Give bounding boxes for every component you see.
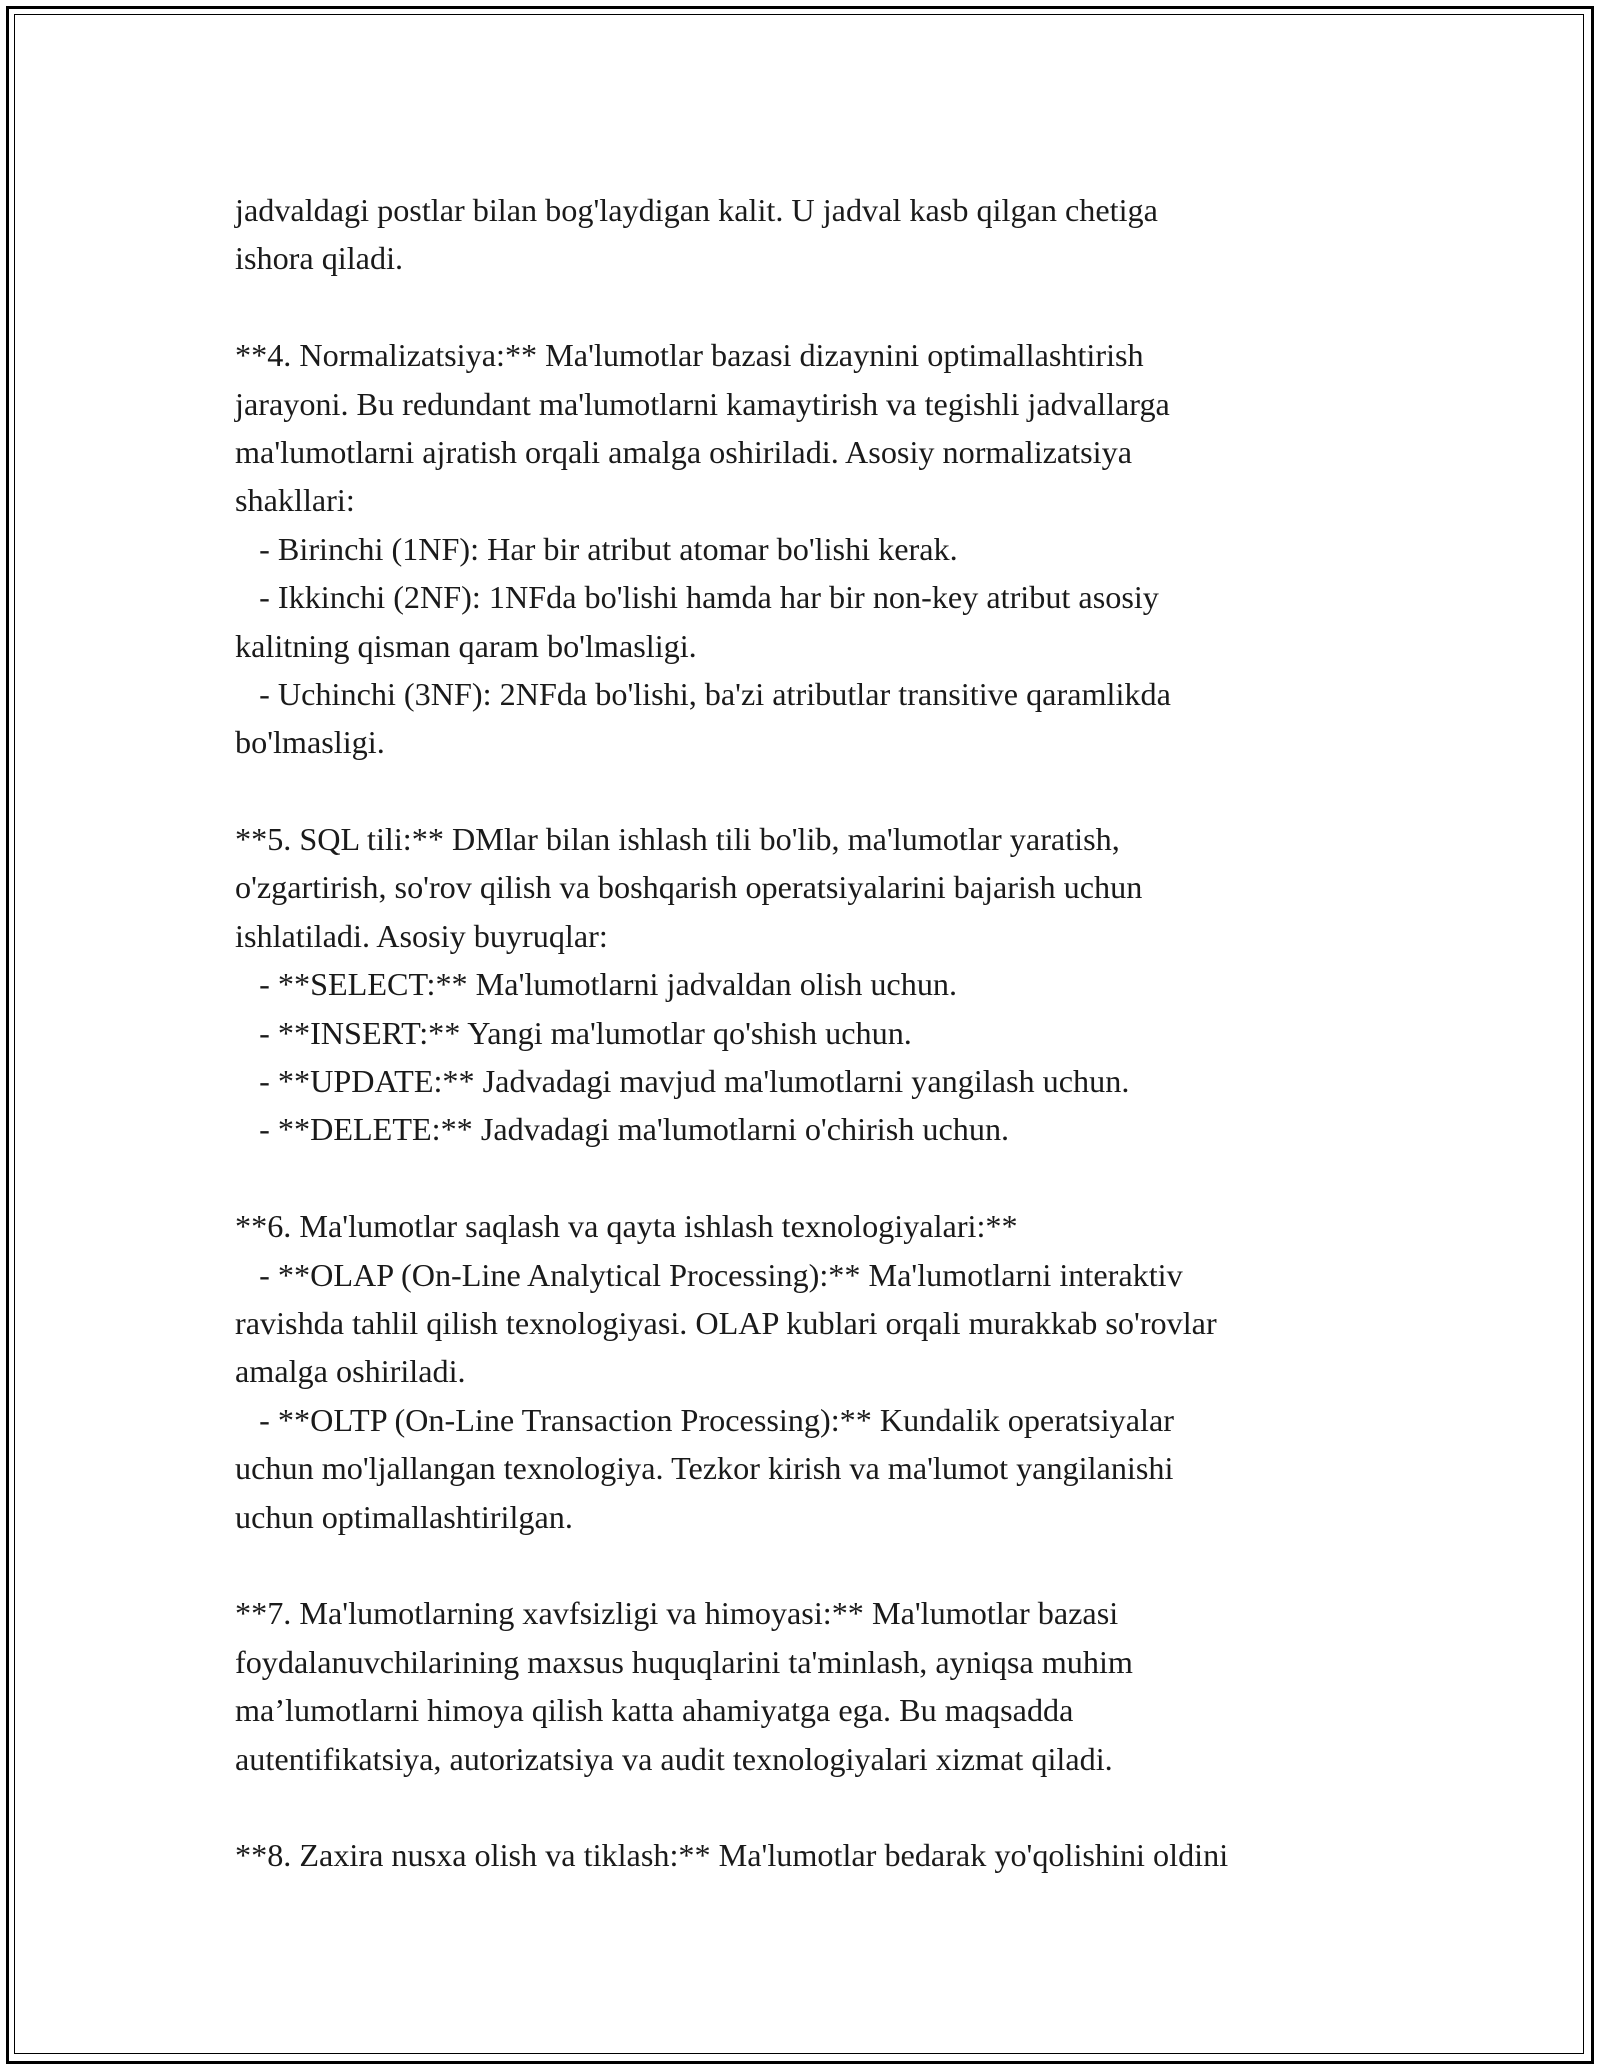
text-line: **7. Ma'lumotlarning xavfsizligi va himoyasi:** Ma'lumotlar bazasi xyxy=(235,1595,1119,1632)
text-line: bo'lmasligi. xyxy=(235,724,385,761)
list-item: - **UPDATE:** Jadvadagi mavjud ma'lumotlarni yangilash uchun. xyxy=(235,1063,1130,1100)
text-line: foydalanuvchilarining maxsus huquqlarini ta'minlash, ayniqsa muhim xyxy=(235,1643,1133,1680)
list-item: - **OLTP (On-Line Transaction Processing):** Kundalik operatsiyalar xyxy=(235,1401,1174,1438)
text-line: **4. Normalizatsiya:** Ma'lumotlar bazasi dizaynini optimallashtirish xyxy=(235,337,1144,374)
text-line: uchun mo'ljallangan texnologiya. Tezkor kirish va ma'lumot yangilanishi xyxy=(235,1450,1174,1487)
list-item: - **OLAP (On-Line Analytical Processing):** Ma'lumotlarni interaktiv xyxy=(235,1256,1183,1293)
text-line: kalitning qisman qaram bo'lmasligi. xyxy=(235,627,697,664)
text-line: autentifikatsiya, autorizatsiya va audit texnologiyalari xizmat qiladi. xyxy=(235,1740,1113,1777)
text-line: amalga oshiriladi. xyxy=(235,1353,466,1390)
text-line: **6. Ma'lumotlar saqlash va qayta ishlash texnologiyalari:** xyxy=(235,1208,1018,1245)
text-line: o'zgartirish, so'rov qilish va boshqarish operatsiyalarini bajarish uchun xyxy=(235,869,1143,906)
document-body xyxy=(235,186,1415,1880)
text-line: uchun optimallashtirilgan. xyxy=(235,1498,573,1535)
text-line: ma’lumotlarni himoya qilish katta ahamiyatga ega. Bu maqsadda xyxy=(235,1692,1074,1729)
list-item: - **INSERT:** Yangi ma'lumotlar qo'shish uchun. xyxy=(235,1014,912,1051)
list-item: - **SELECT:** Ma'lumotlarni jadvaldan olish uchun. xyxy=(235,966,958,1003)
paragraph-gap xyxy=(235,767,1415,815)
text-line: **5. SQL tili:** DMlar bilan ishlash tili bo'lib, ma'lumotlar yaratish, xyxy=(235,821,1120,858)
text-line: shakllari: xyxy=(235,482,355,519)
text-line: **8. Zaxira nusxa olish va tiklash:** Ma'lumotlar bedarak yo'qolishini oldini xyxy=(235,1837,1229,1874)
paragraph-gap xyxy=(235,1154,1415,1202)
text-line: jarayoni. Bu redundant ma'lumotlarni kamaytirish va tegishli jadvallarga xyxy=(235,385,1170,422)
list-item: - Birinchi (1NF): Har bir atribut atomar bo'lishi kerak. xyxy=(235,530,958,567)
text-line: ishora qiladi. xyxy=(235,240,404,277)
text-line: ma'lumotlarni ajratish orqali amalga oshiriladi. Asosiy normalizatsiya xyxy=(235,433,1133,470)
paragraph-gap xyxy=(235,283,1415,331)
list-item: - Ikkinchi (2NF): 1NFda bo'lishi hamda har bir non-key atribut asosiy xyxy=(235,579,1159,616)
list-item: - **DELETE:** Jadvadagi ma'lumotlarni o'chirish uchun. xyxy=(235,1111,1010,1148)
paragraph-gap xyxy=(235,1541,1415,1589)
text-line: ishlatiladi. Asosiy buyruqlar: xyxy=(235,917,608,954)
text-line: ravishda tahlil qilish texnologiyasi. OLAP kublari orqali murakkab so'rovlar xyxy=(235,1304,1217,1341)
text-line: jadvaldagi postlar bilan bog'laydigan kalit. U jadval kasb qilgan chetiga xyxy=(235,192,1158,228)
paragraph-gap xyxy=(235,1783,1415,1831)
list-item: - Uchinchi (3NF): 2NFda bo'lishi, ba'zi atributlar transitive qaramlikda xyxy=(235,675,1171,712)
